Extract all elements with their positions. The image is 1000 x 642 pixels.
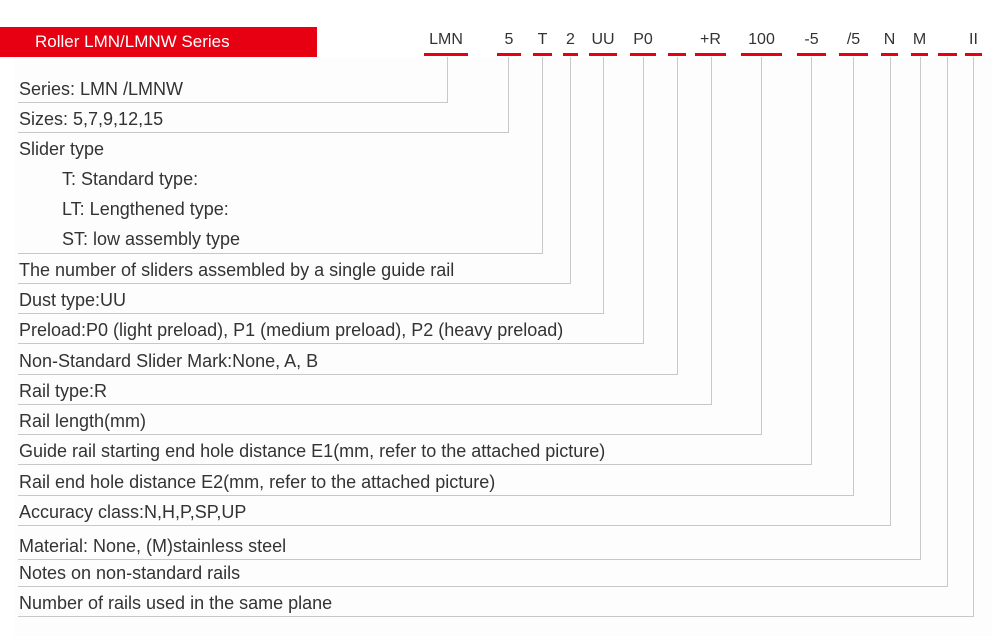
connector-vertical xyxy=(643,57,644,343)
connector-vertical xyxy=(973,57,974,616)
code-underline xyxy=(668,53,686,56)
connector-vertical xyxy=(853,57,854,495)
code-underline xyxy=(695,53,726,56)
code-underline xyxy=(839,53,868,56)
description-label: Material: None, (M)stainless steel xyxy=(19,536,287,556)
description-label: Rail end hole distance E2(mm, refer to the attached picture) xyxy=(19,472,496,492)
code-segment: M xyxy=(912,31,927,48)
connector-horizontal xyxy=(18,559,921,560)
connector-vertical xyxy=(542,57,543,253)
connector-vertical xyxy=(947,57,948,586)
connector-horizontal xyxy=(18,343,644,344)
description-label: Sizes: 5,7,9,12,15 xyxy=(19,109,164,129)
code-segment: P0 xyxy=(633,31,653,48)
connector-vertical xyxy=(811,57,812,464)
description-label: Slider type xyxy=(19,139,105,159)
code-underline xyxy=(424,53,468,56)
connector-horizontal xyxy=(18,102,448,103)
code-segment: 100 xyxy=(748,31,775,48)
code-underline xyxy=(797,53,826,56)
code-underline xyxy=(497,53,521,56)
code-segment: T xyxy=(537,31,548,48)
connector-horizontal xyxy=(18,374,678,375)
code-underline xyxy=(741,53,782,56)
description-label: Notes on non-standard rails xyxy=(19,563,241,583)
code-underline xyxy=(965,53,982,56)
connector-vertical xyxy=(447,57,448,102)
code-segment: /5 xyxy=(846,31,861,48)
connector-horizontal xyxy=(18,404,712,405)
description-label: Non-Standard Slider Mark:None, A, B xyxy=(19,351,319,371)
code-underline xyxy=(881,53,898,56)
connector-horizontal xyxy=(18,464,812,465)
code-underline xyxy=(938,53,957,56)
connector-vertical xyxy=(920,57,921,559)
description-label: Preload:P0 (light preload), P1 (medium preload), P2 (heavy preload) xyxy=(19,320,564,340)
code-segment: -5 xyxy=(804,31,819,48)
series-banner xyxy=(0,27,317,57)
connector-horizontal xyxy=(18,586,948,587)
slider-type-option: LT: Lengthened type: xyxy=(62,199,229,219)
connector-vertical xyxy=(508,57,509,132)
series-title: Roller LMN/LMNW Series xyxy=(35,32,230,51)
code-segment: LMN xyxy=(429,31,463,48)
description-label: Rail type:R xyxy=(19,381,108,401)
description-label: Number of rails used in the same plane xyxy=(19,593,333,613)
slider-type-option: T: Standard type: xyxy=(62,169,199,189)
connector-horizontal xyxy=(18,434,762,435)
connector-horizontal xyxy=(18,495,854,496)
connector-horizontal xyxy=(18,132,509,133)
slider-type-option: ST: low assembly type xyxy=(62,229,241,249)
description-label: Series: LMN /LMNW xyxy=(19,79,184,99)
connector-horizontal xyxy=(18,616,974,617)
description-label: Accuracy class:N,H,P,SP,UP xyxy=(19,502,247,522)
description-label: The number of sliders assembled by a single guide rail xyxy=(19,260,455,280)
description-label: Guide rail starting end hole distance E1(mm, refer to the attached picture) xyxy=(19,441,606,461)
description-label: Dust type:UU xyxy=(19,290,127,310)
connector-horizontal xyxy=(18,313,604,314)
code-segment: N xyxy=(883,31,896,48)
code-segment: II xyxy=(969,31,978,48)
code-underline xyxy=(589,53,617,56)
code-segment: 2 xyxy=(566,31,575,48)
code-segment: +R xyxy=(700,31,721,48)
code-underline xyxy=(630,53,656,56)
connector-vertical xyxy=(890,57,891,525)
connector-horizontal xyxy=(18,525,891,526)
connector-horizontal xyxy=(18,253,543,254)
code-underline xyxy=(911,53,928,56)
connector-vertical xyxy=(711,57,712,404)
code-underline xyxy=(533,53,552,56)
connector-vertical xyxy=(677,57,678,374)
connector-horizontal xyxy=(18,283,571,284)
description-label: Rail length(mm) xyxy=(19,411,147,431)
code-segment: 5 xyxy=(504,31,514,48)
connector-vertical xyxy=(603,57,604,313)
connector-vertical xyxy=(570,57,571,283)
connector-vertical xyxy=(761,57,762,434)
code-segment: UU xyxy=(591,31,615,48)
code-underline xyxy=(563,53,578,56)
